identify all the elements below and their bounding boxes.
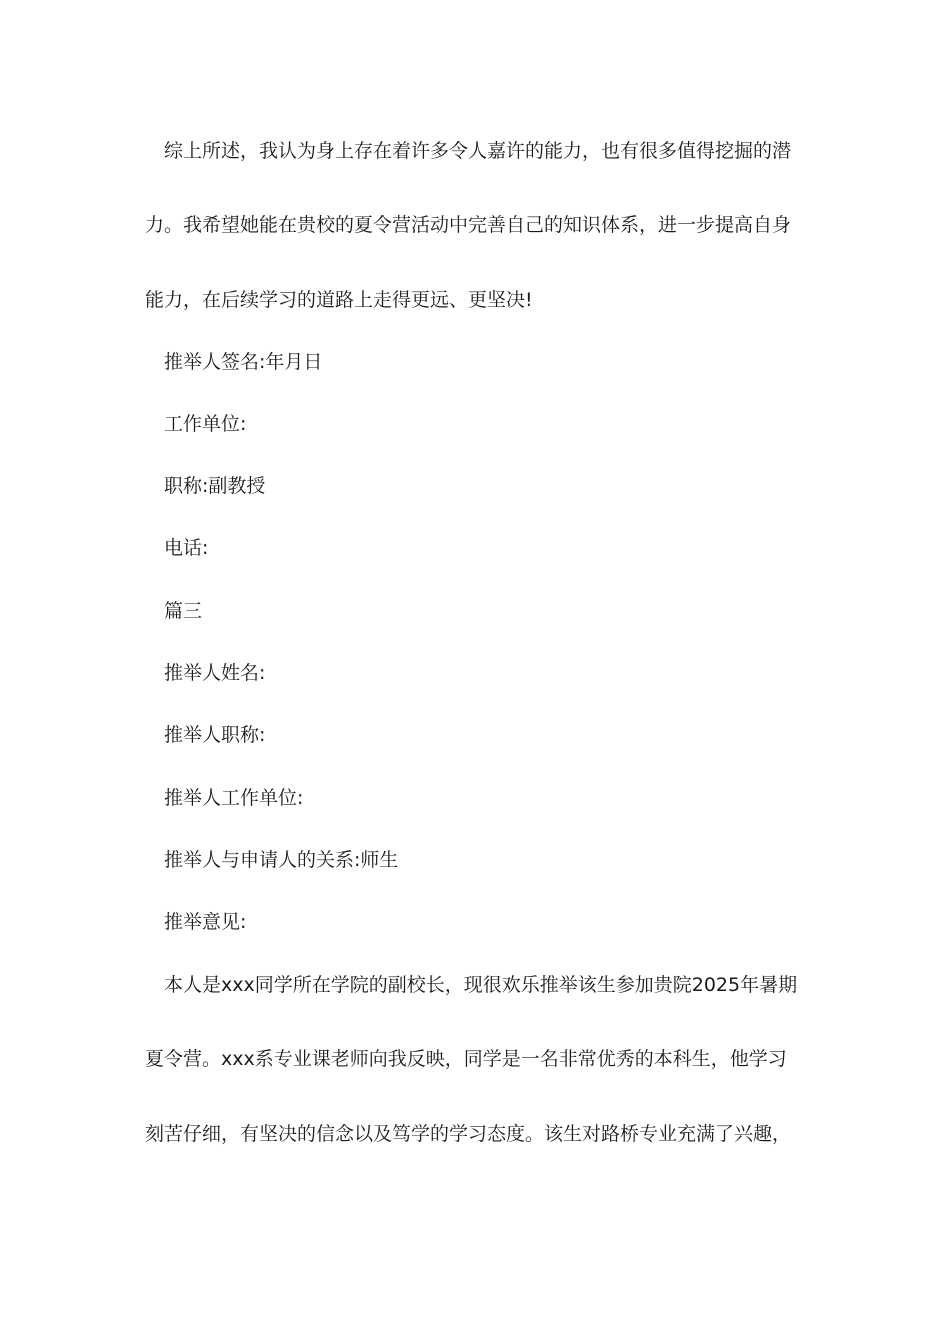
paragraph-line: 力。我希望她能在贵校的夏令营活动中完善自己的知识体系，进一步提高自身 <box>145 214 792 236</box>
title-line: 职称:副教授 <box>164 475 266 497</box>
paragraph-line: 刻苦仔细，有坚决的信念以及笃学的学习态度。该生对路桥专业充满了兴趣， <box>145 1123 792 1145</box>
paragraph-line: 能力，在后续学习的道路上走得更远、更坚决! <box>145 289 533 311</box>
section-heading: 篇三 <box>164 600 203 622</box>
phone-line: 电话: <box>164 537 209 559</box>
paragraph-line: 本人是xxx同学所在学院的副校长，现很欢乐推举该生参加贵院2025年暑期 <box>164 974 798 996</box>
recommender-name-line: 推举人姓名: <box>164 662 266 684</box>
opinion-label: 推举意见: <box>164 911 247 933</box>
recommender-unit-line: 推举人工作单位: <box>164 787 304 809</box>
work-unit-line: 工作单位: <box>164 413 247 435</box>
signature-line: 推举人签名:年月日 <box>164 351 323 373</box>
recommender-title-line: 推举人职称: <box>164 724 266 746</box>
paragraph-line: 夏令营。xxx系专业课老师向我反映，同学是一名非常优秀的本科生，他学习 <box>145 1048 787 1070</box>
paragraph-line: 综上所述，我认为身上存在着许多令人嘉许的能力，也有很多值得挖掘的潜 <box>164 140 792 162</box>
relationship-line: 推举人与申请人的关系:师生 <box>164 849 399 871</box>
